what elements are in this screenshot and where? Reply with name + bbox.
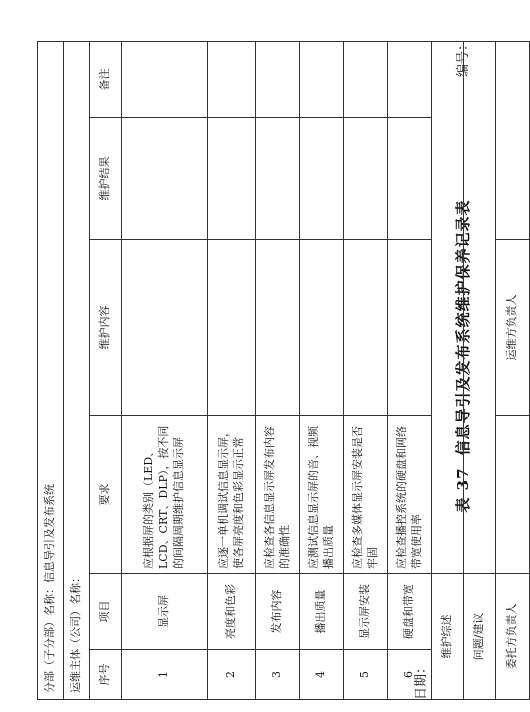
row-seq: 1 [122, 650, 208, 700]
row-remark-cell[interactable] [122, 41, 208, 117]
row-seq: 5 [344, 650, 388, 700]
table-row [122, 41, 208, 699]
row-item: 硬盘和带宽 [388, 574, 432, 650]
table-row [388, 41, 432, 699]
row-content-cell[interactable] [344, 240, 388, 416]
header-result: 维护结果 [90, 118, 122, 240]
summary-field[interactable] [432, 41, 464, 573]
row-item: 亮度和色彩 [208, 574, 256, 650]
row-requirement: 应测试信息显示屏的音、视频播出质量 [300, 416, 344, 574]
row-content-cell[interactable] [256, 240, 300, 416]
operator-company-row: 运维主体（公司）名称： [64, 41, 90, 699]
header-item: 项目 [90, 574, 122, 650]
header-requirement: 要求 [90, 416, 122, 574]
operator-responsible-label: 运维方负责人 [496, 240, 530, 416]
row-remark-cell[interactable] [388, 41, 432, 117]
row-content-cell[interactable] [388, 240, 432, 416]
table-row [256, 41, 300, 699]
title-number: 表 37 [454, 467, 472, 513]
row-seq: 4 [300, 650, 344, 700]
row-result-cell[interactable] [300, 118, 344, 240]
row-item: 播出质量 [300, 574, 344, 650]
serial-number-label: 编号： [456, 38, 471, 78]
row-remark-cell[interactable] [208, 41, 256, 117]
row-requirement: 应检查播控系统的硬盘和网络带宽使用率 [388, 416, 432, 574]
row-item: 显示屏安装 [344, 574, 388, 650]
client-responsible-field[interactable] [496, 416, 530, 574]
row-content-cell[interactable] [122, 240, 208, 416]
row-result-cell[interactable] [122, 118, 208, 240]
row-seq: 6 [388, 650, 432, 700]
row-remark-cell[interactable] [256, 41, 300, 117]
row-remark-cell[interactable] [300, 41, 344, 117]
row-item: 显示屏 [122, 574, 208, 650]
row-content-cell[interactable] [300, 240, 344, 416]
row-result-cell[interactable] [256, 118, 300, 240]
row-result-cell[interactable] [208, 118, 256, 240]
date-label: 日期： [414, 660, 429, 700]
row-requirement: 应根据屏的类别（LED、LCD、CRT、DLP），按不同的间隔周期维护信息显示屏 [122, 416, 208, 574]
row-remark-cell[interactable] [344, 41, 388, 117]
table-row [344, 41, 388, 699]
header-content: 维护内容 [90, 240, 122, 416]
row-requirement: 应检查多媒体显示屏安装是否牢固 [344, 416, 388, 574]
header-seq: 序号 [90, 650, 122, 700]
summary-label: 维护综述 [432, 574, 464, 700]
issues-label: 问题/建议 [464, 574, 496, 700]
operator-responsible-field[interactable] [496, 41, 530, 239]
row-content-cell[interactable] [208, 240, 256, 416]
row-seq: 3 [256, 650, 300, 700]
row-result-cell[interactable] [344, 118, 388, 240]
title-text: 信息导引及发布系统维护保养记录表 [454, 199, 472, 456]
row-requirement: 应检查各信息显示屏发布内容的准确性 [256, 416, 300, 574]
subsystem-name-row: 分部（子分部）名称：信息导引及发布系统 [38, 41, 64, 699]
row-result-cell[interactable] [388, 118, 432, 240]
row-item: 发布内容 [256, 574, 300, 650]
issues-field[interactable] [464, 41, 496, 573]
header-remark: 备注 [90, 41, 122, 117]
client-responsible-label: 委托方负责人 [496, 574, 530, 700]
table-row [300, 41, 344, 699]
row-seq: 2 [208, 650, 256, 700]
row-requirement: 应逐一单机调试信息显示屏，使各屏亮度和色彩显示正常 [208, 416, 256, 574]
table-row [208, 41, 256, 699]
maintenance-record-table [37, 41, 530, 700]
